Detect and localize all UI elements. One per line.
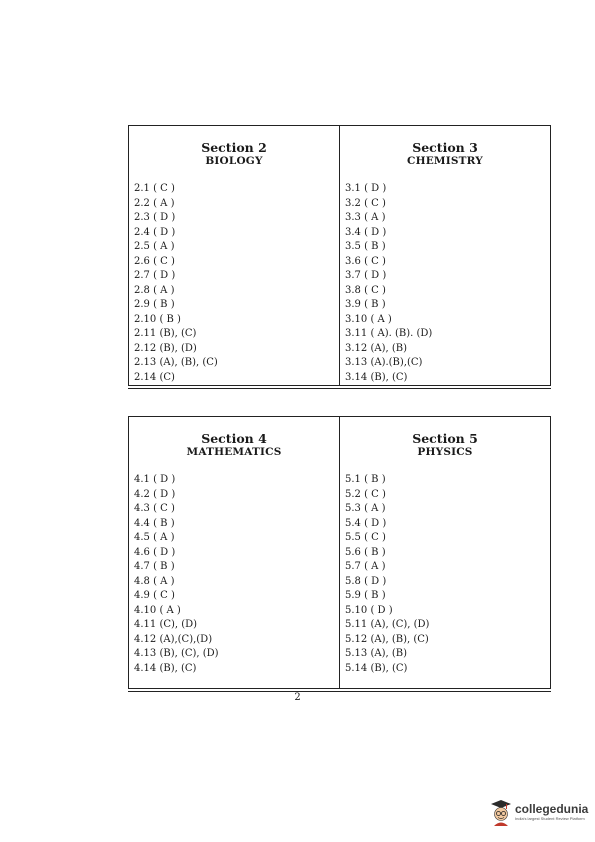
answer-item: 4.1 ( D ): [134, 474, 176, 485]
answer-item: 3.11 ( A). (B). (D): [345, 328, 433, 339]
section-5-column: [339, 417, 550, 688]
answer-item: 5.8 ( D ): [345, 575, 387, 587]
section-title: Section 5: [412, 431, 478, 446]
answer-item: 5.2 ( C ): [345, 488, 386, 500]
answer-item: 2.5 ( A ): [134, 241, 175, 252]
mascot-logo-icon: [490, 799, 512, 827]
answer-item: 5.14 (B), (C): [345, 662, 408, 674]
answer-item: 3.4 ( D ): [345, 226, 387, 238]
answer-item: 4.6 ( D ): [134, 546, 176, 558]
answer-item: 3.10 ( A ): [345, 313, 392, 325]
answer-item: 4.11 (C), (D): [134, 619, 198, 630]
answer-item: 3.8 ( C ): [345, 284, 386, 296]
answer-item: 4.8 ( A ): [134, 575, 175, 587]
answer-list: [134, 182, 334, 385]
answer-item: 2.10 ( B ): [134, 313, 181, 325]
answer-item: 5.1 ( B ): [345, 474, 386, 485]
answer-item: 2.6 ( C ): [134, 255, 175, 267]
answer-item: 3.9 ( B ): [345, 299, 386, 310]
answer-table-sections-2-3: [128, 125, 551, 386]
answer-item: 3.12 (A), (B): [345, 342, 407, 354]
answer-table-sections-4-5: [128, 416, 551, 689]
page-number: 2: [294, 692, 301, 703]
answer-item: 3.1 ( D ): [345, 183, 387, 194]
answer-item: 3.6 ( C ): [345, 255, 386, 267]
answer-item: 5.3 ( A ): [345, 503, 386, 514]
answer-item: 4.10 ( A ): [134, 604, 181, 616]
answer-item: 3.13 (A).(B),(C): [345, 357, 423, 368]
answer-item: 5.9 ( B ): [345, 590, 386, 601]
answer-item: 3.3 ( A ): [345, 212, 386, 223]
answer-item: 4.7 ( B ): [134, 561, 175, 572]
answer-item: 3.5 ( B ): [345, 241, 386, 252]
section-subject: PHYSICS: [417, 446, 473, 458]
answer-item: 4.5 ( A ): [134, 532, 175, 543]
answer-item: 4.4 ( B ): [134, 517, 175, 529]
answer-item: 4.13 (B), (C), (D): [134, 648, 219, 659]
answer-item: 2.7 ( D ): [134, 270, 176, 281]
section-subject: MATHEMATICS: [186, 446, 282, 458]
answer-item: 2.13 (A), (B), (C): [134, 357, 218, 368]
answer-item: 3.7 ( D ): [345, 270, 387, 281]
answer-item: 5.4 ( D ): [345, 517, 387, 529]
section-2-column: [129, 126, 339, 385]
answer-list: [345, 473, 545, 676]
answer-item: 4.12 (A),(C),(D): [134, 633, 213, 645]
collegedunia-logo: [490, 795, 590, 830]
answer-item: 5.13 (A), (B): [345, 648, 407, 659]
answer-item: 5.7 ( A ): [345, 561, 386, 572]
logo-name: collegedunia: [515, 802, 589, 816]
answer-item: 5.10 ( D ): [345, 604, 393, 616]
answer-item: 2.2 ( A ): [134, 197, 175, 209]
answer-item: 2.8 ( A ): [134, 284, 175, 296]
answer-item: 5.5 ( C ): [345, 532, 386, 543]
section-3-column: [339, 126, 550, 385]
section-subject: BIOLOGY: [205, 155, 263, 167]
section-title: Section 4: [201, 431, 267, 446]
answer-item: 4.14 (B), (C): [134, 662, 197, 674]
answer-item: 2.1 ( C ): [134, 183, 175, 194]
section-title: Section 2: [201, 140, 267, 155]
answer-item: 2.3 ( D ): [134, 212, 176, 223]
answer-item: 2.12 (B), (D): [134, 342, 197, 354]
answer-item: 3.2 ( C ): [345, 197, 386, 209]
answer-item: 3.14 (B), (C): [345, 371, 408, 383]
answer-item: 5.11 (A), (C), (D): [345, 619, 430, 630]
section-subject: CHEMISTRY: [407, 155, 483, 167]
logo-tagline: India's largest Student Review Platform: [515, 816, 585, 821]
answer-item: 2.11 (B), (C): [134, 328, 197, 339]
section-4-column: [129, 417, 339, 688]
answer-list: [134, 473, 334, 676]
answer-item: 4.3 ( C ): [134, 503, 175, 514]
answer-item: 5.6 ( B ): [345, 546, 386, 558]
answer-item: 5.12 (A), (B), (C): [345, 633, 429, 645]
section-title: Section 3: [412, 140, 478, 155]
answer-item: 4.9 ( C ): [134, 590, 175, 601]
answer-item: 2.14 (C): [134, 371, 175, 383]
answer-list: [345, 182, 545, 385]
answer-item: 4.2 ( D ): [134, 488, 176, 500]
answer-item: 2.4 ( D ): [134, 226, 176, 238]
answer-item: 2.9 ( B ): [134, 299, 175, 310]
